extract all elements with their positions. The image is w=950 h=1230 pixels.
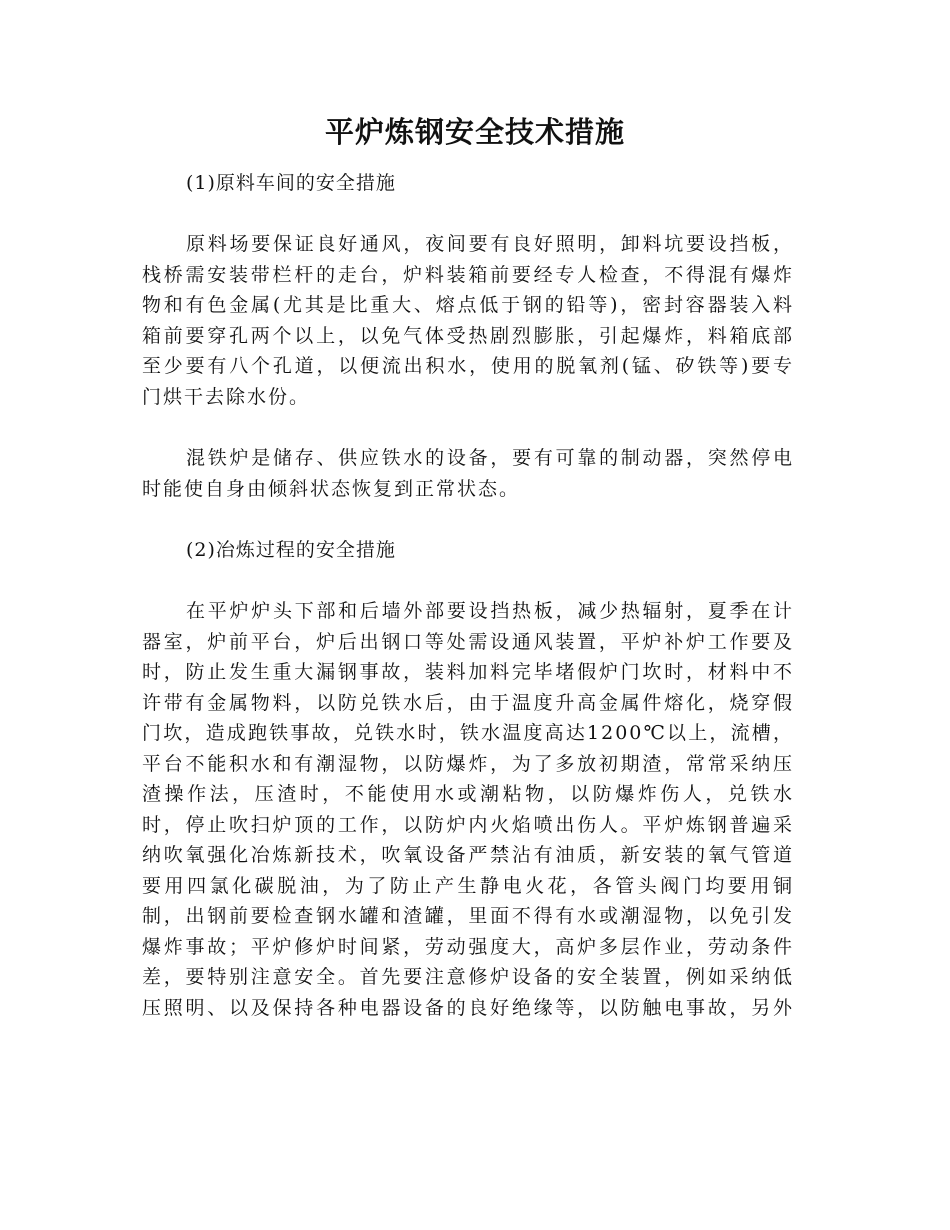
paragraph-line: 器室，炉前平台，炉后出钢口等处需设通风装置，平炉补炉工作要及 (142, 630, 794, 653)
paragraph-line: 压照明、以及保持各种电器设备的良好绝缘等，以防触电事故，另外 (142, 996, 794, 1019)
paragraph-line: 门坎，造成跑铁事故，兑铁水时，铁水温度高达1200℃以上，流槽， (142, 722, 794, 744)
paragraph-line: 制，出钢前要检查钢水罐和渣罐，里面不得有水或潮湿物，以免引发 (142, 905, 794, 927)
paragraph-line: 时，停止吹扫炉顶的工作，以防炉内火焰喷出伤人。平炉炼钢普遍采 (142, 813, 794, 836)
paragraph-line: 原料场要保证良好通风，夜间要有良好照明，卸料坑要设挡板， (186, 233, 794, 255)
paragraph-hot-metal-mixer (142, 443, 794, 504)
section-heading-smelting: (2)冶炼过程的安全措施 (186, 539, 396, 561)
paragraph-line: 平台不能积水和有潮湿物，以防爆炸，为了多放初期渣，常常采纳压 (142, 752, 794, 775)
paragraph-line: 渣操作法，压渣时，不能使用水或潮粘物，以防爆炸伤人，兑铁水 (142, 783, 794, 805)
paragraph-line: 纳吹氧强化冶炼新技术，吹氧设备严禁沾有油质，新安装的氧气管道 (142, 844, 794, 866)
paragraph-line: 时能使自身由倾斜状态恢复到正常状态。 (142, 477, 521, 500)
document-title: 平炉炼钢安全技术措施 (324, 115, 625, 149)
paragraph-line: 爆炸事故；平炉修炉时间紧，劳动强度大，高炉多层作业，劳动条件 (142, 935, 794, 958)
paragraph-line: 栈桥需安装带栏杆的走台，炉料装箱前要经专人检查，不得混有爆炸 (142, 263, 794, 286)
paragraph-smelting-process (142, 596, 794, 1023)
section-heading-raw-material: (1)原料车间的安全措施 (186, 172, 396, 194)
paragraph-line: 在平炉炉头下部和后墙外部要设挡热板，减少热辐射，夏季在计 (186, 600, 794, 622)
paragraph-line: 箱前要穿孔两个以上，以免气体受热剧烈膨胀，引起爆炸，料箱底部 (142, 324, 794, 347)
document-body (142, 168, 794, 1023)
paragraph-line: 差，要特别注意安全。首先要注意修炉设备的安全装置，例如采纳低 (142, 966, 794, 988)
paragraph-line: 时，防止发生重大漏钢事故，装料加料完毕堵假炉门坎时，材料中不 (142, 661, 794, 683)
paragraph-line: 要用四氯化碳脱油，为了防止产生静电火花，各管头阀门均要用铜 (142, 874, 794, 897)
paragraph-line: 门烘干去除水份。 (142, 385, 311, 408)
paragraph-line: 混铁炉是储存、供应铁水的设备，要有可靠的制动器，突然停电 (186, 447, 794, 469)
paragraph-line: 许带有金属物料，以防兑铁水后，由于温度升高金属件熔化，烧穿假 (142, 691, 794, 714)
paragraph-line: 至少要有八个孔道，以便流出积水，使用的脱氧剂(锰、矽铁等)要专 (142, 355, 794, 377)
paragraph-line: 物和有色金属(尤其是比重大、熔点低于钢的铅等)，密封容器装入料 (142, 294, 794, 316)
paragraph-raw-material (142, 229, 794, 412)
